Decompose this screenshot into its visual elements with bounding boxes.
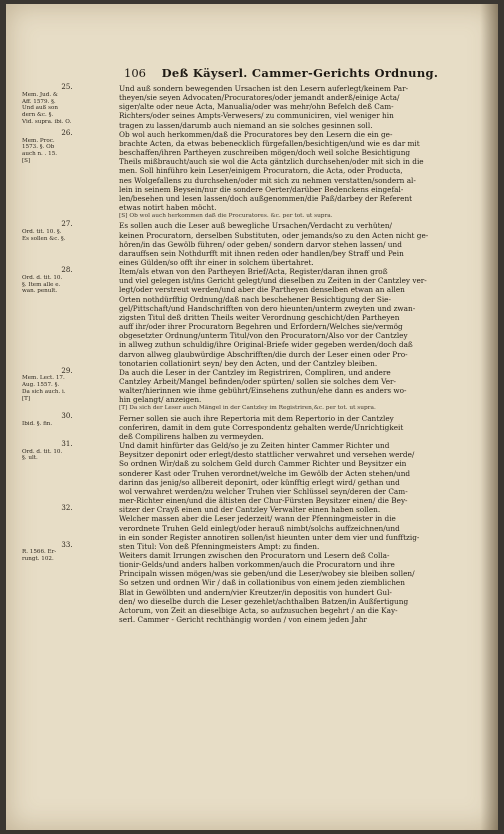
text-line: Orten nothdürfftig Ordnung/daß nach beschehener Besichtigung der Sie- [119, 294, 391, 304]
text-line: nes Wolgefallens zu durchsehen/oder mit sich zu nehmen verstatten/sondern al- [119, 175, 416, 185]
text-line: tonotarien collationirt seyn/ bey den Acten, und der Cantzley bleiben. [119, 358, 378, 368]
margin-note [22, 505, 112, 513]
margin-note-number: 30. [61, 412, 73, 421]
margin-note-number: 25. [61, 83, 73, 91]
margin-note [22, 221, 112, 242]
text-line: Weiters damit Irrungen zwischen den Procuratorn und Lesern deß Colla- [119, 550, 390, 560]
margin-note-number: 28. [61, 266, 73, 274]
text-line: Es sollen auch die Leser auß bewegliche Ursachen/Verdacht zu verhüten/ [119, 221, 392, 231]
text-line: gel/Pittschaft/und Handschrifften von dero hieunten/unterm zweyten und zwan- [119, 303, 416, 313]
margin-note-reference: Ord. tit. 10. §. [22, 229, 62, 236]
margin-note-reference: Vid. supra. ibi. O. [22, 118, 72, 125]
text-line: Ferner sollen sie auch ihre Repertoria mit dem Repertorio in der Cantzley [119, 413, 394, 423]
book-page [6, 4, 498, 830]
margin-note-reference: Ord. d. tit. 10. [22, 274, 63, 281]
margin-note [22, 413, 112, 428]
margin-note-reference: R. 1566. Er- [22, 549, 57, 556]
text-line: Item/als etwan von den Partheyen Brief/Acta, Register/daran ihnen groß [119, 267, 388, 277]
margin-note-number: 29. [61, 366, 73, 375]
text-line: obgesetzter Ordnung/unterm Titul/von den Procuratorn/Also vor der Cantzley [119, 331, 408, 341]
text-line: [S] Ob wol auch herkommen daß die Procuratores. &c. per tot. ut supra. [119, 213, 333, 220]
margin-note-reference: Aff. 1579. §. [22, 98, 56, 105]
text-line: men. Soll hinführo kein Leser/einigem Procuratorn, die Acta, oder Producta, [119, 166, 403, 176]
running-title: Deß Käyserl. Cammer-Gerichts Ordnung. [161, 66, 439, 80]
text-line: beschaffen/ihren Partheyen zuschreiben mögen/doch weil solche Besichtigung [119, 148, 411, 158]
text-line: Und damit hinfürter das Geld/so je zu Zeiten hinter Cammer Richter und [119, 441, 390, 451]
text-line: etwas notirt haben möcht. [119, 203, 217, 213]
page-header [124, 66, 438, 80]
margin-note [22, 84, 112, 126]
text-line: Principaln wissen mögen/was sie geben/und die Leser/wobey sie bleiben sollen/ [119, 569, 415, 579]
text-line: theyen/sie seyen Advocaten/Procuratores/oder jemandt anderß/einige Acta/ [119, 93, 400, 103]
text-line: sitzer der Crayß einen und der Cantzley Verwalter einen haben sollen. [119, 505, 381, 515]
margin-note-reference: dern &c. §. [22, 112, 54, 119]
text-line: verordnete Truhen Geld einlegt/oder herauß nimbt/solchs auffzeichnen/und [119, 523, 400, 533]
text-line: zigsten Titul deß dritten Theils weiter Verordnung geschicht/den Partheyen [119, 312, 400, 322]
margin-note-reference: auch n. . 15. [22, 151, 58, 158]
text-line: den/ wo dieselbe durch die Leser gezehlet/achthalben Batzen/in Außfertigung [119, 596, 409, 606]
text-line: deß Compilirens halben zu vermeyden. [119, 431, 264, 441]
text-line: Actorum, von Zeit an dieselbige Acta, so aufzusuchen begehrt / an die Kay- [119, 605, 398, 615]
text-line: mer-Richter einen/und die ältisten der Chur-Fürsten Beysitzer einen/ die Bey- [119, 496, 408, 506]
margin-note-reference: Ibid. §. fin. [22, 421, 53, 428]
margin-note-reference: [S] [22, 157, 31, 164]
text-line: legt/oder verstreut werden/und aber die Partheyen denselben etwan an allen [119, 285, 405, 295]
margin-note-reference: rungt. 102. [22, 556, 54, 563]
text-line: Ob wol auch herkommen/daß die Procuratores bey den Lesern die ein ge- [119, 129, 393, 139]
text-line: eines Gülden/so offt ihr einer in solchem übertahret. [119, 257, 314, 267]
margin-note [22, 130, 112, 165]
text-line: conferiren, damit in dem gute Correspondentz gehalten werde/Unrichtigkeit [119, 422, 404, 432]
text-line: und viel gelegen ist/ins Gericht gelegt/und dieselben zu Zeiten in der Cantzley ver- [119, 276, 427, 286]
margin-note-number: 27. [61, 220, 73, 229]
margin-note-reference: wan. penult. [22, 288, 58, 295]
text-line: Da auch die Leser in der Cantzley im Registriren, Compliren, und andere [119, 367, 391, 377]
text-line: wol verwahret werden/zu welcher Truhen vier Schlüssel seyn/deren der Cam- [119, 486, 408, 496]
margin-note [22, 441, 112, 462]
margin-note-reference: Mem. Proc. [22, 137, 55, 144]
text-line: Und auß sondern bewegenden Ursachen ist den Lesern auferlegt/keinem Par- [119, 84, 409, 93]
margin-note-reference: §. ult. [22, 455, 38, 462]
margin-note [22, 267, 112, 295]
margin-note-number: 26. [61, 128, 73, 137]
margin-note-reference: Es sollen &c. §. [22, 235, 66, 242]
margin-note-number: 33. [61, 540, 73, 549]
text-line: auff ihr/oder ihrer Procuratorn Begehren und Erfordern/Welches sie/vermög [119, 322, 403, 332]
margin-note [22, 542, 112, 563]
margin-note-reference: [T] [22, 395, 31, 402]
text-line: darinn das jenig/so allbereit deponirt, oder künfftig erlegt wird/ gethan und [119, 477, 400, 487]
margin-note-number: 32. [61, 503, 73, 512]
text-line: Richters/oder seines Ampts-Verwesers/ zu communiciren, viel weniger hin [119, 111, 394, 121]
text-line: Blat in Gewölbten und andern/vier Kreutzer/in depositis von hundert Gul- [119, 587, 392, 597]
text-line: walter/hierinnen wie ihme gebührt/Einsehens zuthun/ehe dann es anders wo- [119, 386, 407, 396]
text-line: Theils mißbraucht/auch sie wol die Acta gäntzlich durchsehen/oder mit sich in die [119, 157, 424, 167]
margin-note-reference: Mem. Lect. 17. [22, 375, 65, 382]
text-line: hin gelangt/ anzeigen. [119, 395, 202, 405]
margin-note-reference: 1573. §. Ob [22, 144, 55, 151]
margin-note-reference: Da sich auch. i. [22, 389, 66, 396]
text-line: Beysitzer deponirt oder erlegt/desto stattlicher verwahret und versehen werde/ [119, 450, 415, 460]
text-line: len/besehen und lesen lassen/doch außgenommen/die Paß/darbey der Referent [119, 193, 413, 203]
text-line: darvon allweg glaubwürdige Abschrifften/die durch der Leser einen oder Pro- [119, 349, 408, 359]
text-line: sonderer Kast oder Truhen verordnet/welche im Gewölb der Acten stehen/und [119, 468, 411, 478]
text-line: tionir-Gelds/und anders halben vorkommen/auch die Procuratorn und ihre [119, 560, 395, 570]
text-line: tragen zu lassen/darumb auch niemand an sie solches gesinnen soll. [119, 120, 373, 130]
text-line: brachte Acten, da etwas bebenecklich fürgefallen/besichtigen/und wie es dar mit [119, 138, 420, 148]
text-line: sten Titul: Von deß Pfenningmeisters Ampt: zu finden. [119, 541, 320, 551]
margin-note-reference: Und auß son [22, 105, 58, 112]
text-line: So ordnen Wir/daß zu solchem Geld durch Cammer Richter und Beysitzer ein [119, 459, 407, 469]
margin-note [22, 368, 112, 403]
text-line: hören/in das Gewölb führen/ oder geben/ sondern darvor stehen lassen/ und [119, 239, 402, 249]
text-line: in allweg zuthun schuldig/ihre Original-Briefe wider gegeben werden/doch daß [119, 340, 413, 350]
body-text [119, 84, 491, 624]
text-line: keinen Procuratorn, derselben Substituten, oder jemands/so zu den Acten nicht ge- [119, 230, 429, 240]
margin-note-reference: Aug. 1557. §. [22, 382, 60, 389]
text-line: serl. Cammer - Gericht rechthängig worden / von einem jeden Jahr [119, 615, 367, 625]
text-line: Welcher massen aber die Leser jederzeit/ wann der Pfenningmeister in die [119, 514, 396, 524]
text-line: Cantzley Arbeit/Mangel befinden/oder spürten/ sollen sie solches dem Ver- [119, 377, 396, 386]
margin-note-reference: Ord. d. tit. 10. [22, 448, 63, 455]
page-number: 106 [124, 66, 146, 80]
text-line: So setzen und ordnen Wir / daß in collationibus von einem jeden ziemblichen [119, 578, 405, 588]
text-line: [T] Da sich der Leser auch Mängel in der Cantzley im Registriren,&c. per tot. ut supra. [119, 405, 376, 412]
text-line: lein in seinem Beysein/nur die sondere Oerter/darüber Bedenckens eingefal- [119, 184, 404, 194]
margin-note-reference: §. Item alle e. [22, 281, 61, 288]
text-line: in ein sonder Register annotiren sollen/ist hieunten unter dem vier und funfftzig- [119, 532, 420, 542]
text-line: darauffsen sein Nothdurfft mit ihnen reden oder handlen/bey Straff und Pein [119, 248, 404, 258]
text-line: siger/alte oder neue Acta, Manualia/oder was mehr/ohn Befelch deß Cam- [119, 102, 394, 112]
margin-note-number: 31. [61, 439, 73, 448]
margin-note-reference: Mem. Jud. & [22, 91, 58, 98]
